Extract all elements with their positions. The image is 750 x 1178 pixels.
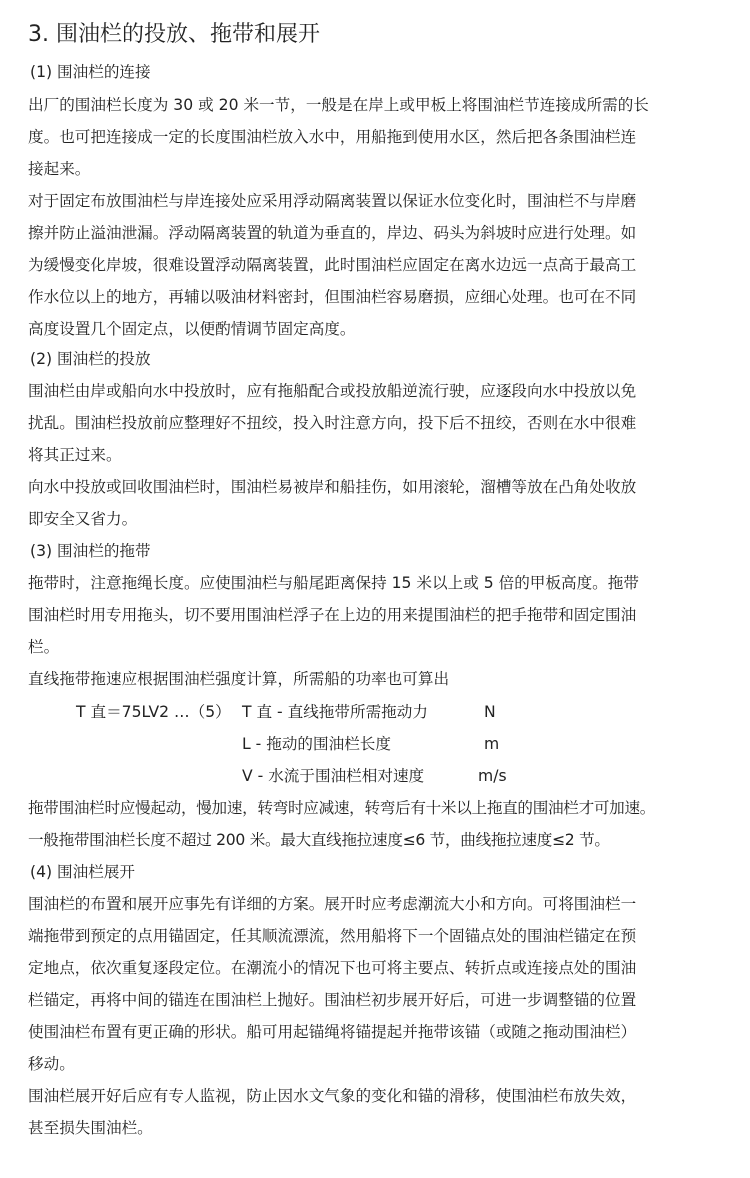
text-line: 定地点，依次重复逐段定位。在潮流小的情况下也可将主要点、转折点或连接点处的围油 [28,959,637,977]
text-line: 围油栏展开好后应有专人监视，防止因水文气象的变化和锚的滑移，使围油栏布放失效， [28,1087,637,1105]
text-line: 擦并防止溢油泄漏。浮动隔离装置的轨道为垂直的，岸边、码头为斜坡时应进行处理。如 [28,224,637,242]
text-line: 使围油栏布置有更正确的形状。船可用起锚绳将锚提起并拖带该锚（或随之拖动围油栏） [28,1023,637,1041]
formula-row-3-unit: m/s [478,767,507,785]
text-line: 围油栏由岸或船向水中投放时，应有拖船配合或投放船逆流行驶，应逐段向水中投放以免 [28,382,637,400]
text-line: 作水位以上的地方，再辅以吸油材料密封，但围油栏容易磨损，应细心处理。也可在不同 [28,288,637,306]
text-line: 向水中投放或回收围油栏时，围油栏易被岸和船挂伤，如用滚轮，溜槽等放在凸角处收放 [28,478,637,496]
paragraph-3-2: 直线拖带拖速应根据围油栏强度计算，所需船的功率也可算出 [28,670,450,688]
paragraph-1-1 [28,89,728,185]
text-line: 端拖带到预定的点用锚固定，任其顺流漂流，然用船将下一个固锚点处的围油栏锚定在预 [28,927,637,945]
formula-row-2-desc: L - 拖动的围油栏长度 [242,735,391,753]
paragraph-1-2 [28,185,728,345]
formula-equation: T 直＝75LV2 …（5） [76,703,231,721]
text-line: 接起来。 [28,160,91,178]
text-line: 即安全又省力。 [28,510,138,528]
text-line: 移动。 [28,1055,75,1073]
text-line: 拖带围油栏时应慢起动，慢加速，转弯时应减速，转弯后有十米以上拖直的围油栏才可加速。 [28,799,656,817]
text-line: 高度设置几个固定点，以便酌情调节固定高度。 [28,320,356,338]
text-line: 拖带时，注意拖绳长度。应使围油栏与船尾距离保持 15 米以上或 5 倍的甲板高度。拖带 [28,574,639,592]
section-heading-4: (4) 围油栏展开 [30,863,136,881]
text-line: 扰乱。围油栏投放前应整理好不扭绞，投入时注意方向，投下后不扭绞，否则在水中很难 [28,414,637,432]
paragraph-2-2 [28,471,728,535]
text-line: 出厂的围油栏长度为 30 或 20 米一节，一般是在岸上或甲板上将围油栏节连接成所需的长 [28,96,649,114]
text-line: 围油栏的布置和展开应事先有详细的方案。展开时应考虑潮流大小和方向。可将围油栏一 [28,895,637,913]
section-heading-2: (2) 围油栏的投放 [30,350,151,368]
paragraph-4-1 [28,888,728,1080]
text-line: 栏锚定，再将中间的锚连在围油栏上抛好。围油栏初步展开好后，可进一步调整锚的位置 [28,991,637,1009]
text-line: 围油栏时用专用拖头，切不要用围油栏浮子在上边的用来提围油栏的把手拖带和固定围油 [28,606,637,624]
formula-row-2-unit: m [484,735,500,753]
page-title: 3. 围油栏的投放、拖带和展开 [28,22,320,47]
paragraph-4-2 [28,1080,728,1144]
paragraph-3-1 [28,567,728,663]
text-line: 将其正过来。 [28,446,122,464]
text-line: 甚至损失围油栏。 [28,1119,153,1137]
section-heading-3: (3) 围油栏的拖带 [30,542,151,560]
paragraph-3-3 [28,792,728,856]
text-line: 为缓慢变化岸坡，很难设置浮动隔离装置，此时围油栏应固定在离水边远一点高于最高工 [28,256,637,274]
section-heading-1: (1) 围油栏的连接 [30,63,151,81]
text-line: 对于固定布放围油栏与岸连接处应采用浮动隔离装置以保证水位变化时，围油栏不与岸磨 [28,192,637,210]
text-line: 度。也可把连接成一定的长度围油栏放入水中，用船拖到使用水区，然后把各条围油栏连 [28,128,637,146]
formula-row-1-unit: N [484,703,496,721]
text-line: 栏。 [28,638,60,656]
paragraph-2-1 [28,375,728,471]
formula-row-1-desc: T 直 - 直线拖带所需拖动力 [242,703,428,721]
text-line: 一般拖带围油栏长度不超过 200 米。最大直线拖拉速度≤6 节，曲线拖拉速度≤2 节。 [28,831,610,849]
formula-row-3-desc: V - 水流于围油栏相对速度 [242,767,425,785]
